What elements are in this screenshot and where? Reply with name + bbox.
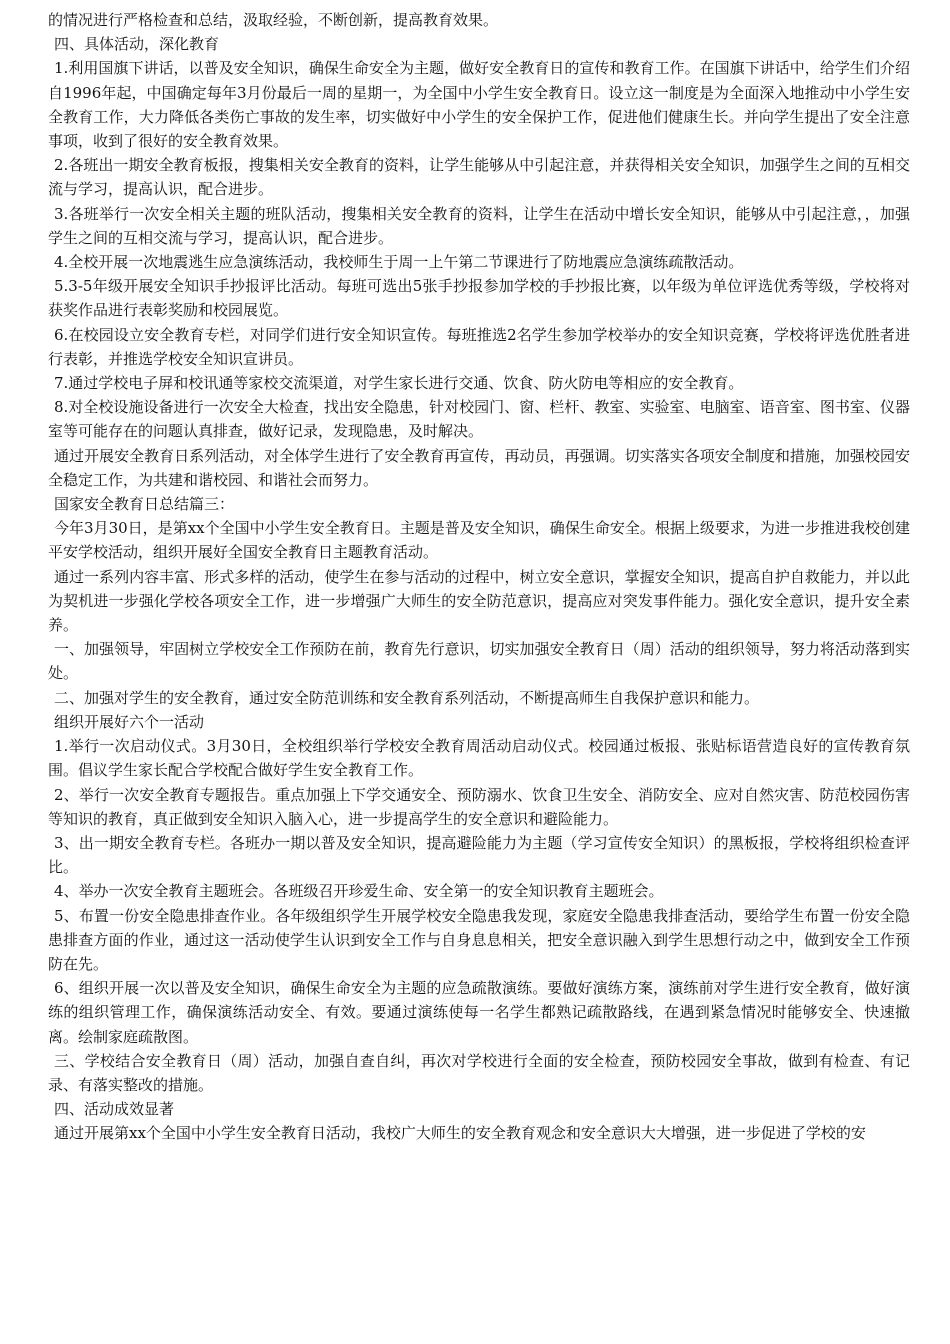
paragraph-14: 一、加强领导，牢固树立学校安全工作预防在前，教育先行意识，切实加强安全教育日（周）活动的组织领导，努力将活动落到实处。: [48, 640, 910, 683]
paragraph-9: 8.对全校设施设备进行一次安全大检查，找出安全隐患，针对校园门、窗、栏杆、教室、实验室、电脑室、语音室、图书室、仪器室等可能存在的问题认真排查，做好记录，发现隐患，及时解决。: [48, 398, 910, 441]
paragraph-16: 组织开展好六个一活动: [54, 712, 205, 731]
paragraph-20: 4、举办一次安全教育主题班会。各班级召开珍爱生命、安全第一的安全知识教育主题班会。: [54, 882, 664, 901]
paragraph-22: 6、组织开展一次以普及安全知识，确保生命安全为主题的应急疏散演练。要做好演练方案，演练前对学生进行安全教育，做好演练的组织管理工作，确保演练活动安全、有效。要通过演练使每一名学生都熟记疏散路线，在遇到紧急情况时能够安全、快速撤离。绘制家庭疏散图。: [48, 979, 910, 1046]
paragraph-18: 2、举行一次安全教育专题报告。重点加强上下学交通安全、预防溺水、饮食卫生安全、消防安全、应对自然灾害、防范校园伤害等知识的教育，真正做到安全知识入脑入心，进一步提高学生的安全意识和避险能力。: [48, 785, 910, 828]
paragraph-6: 5.3-5年级开展安全知识手抄报评比活动。每班可选出5张手抄报参加学校的手抄报比赛，以年级为单位评选优秀等级，学校将对获奖作品进行表彰奖励和校园展览。: [48, 277, 910, 320]
paragraph-24: 四、活动成效显著: [54, 1100, 175, 1119]
paragraph-21: 5、布置一份安全隐患排查作业。各年级组织学生开展学校安全隐患我发现，家庭安全隐患我排查活动，要给学生布置一份安全隐患排查方面的作业，通过这一活动使学生认识到安全工作与自身息息相关，把安全意识融入到学生思想行动之中，做到安全工作预防在先。: [48, 906, 910, 973]
paragraph-7: 6.在校园设立安全教育专栏，对同学们进行安全知识宣传。每班推选2名学生参加学校举办的安全知识竞赛，学校将评选优胜者进行表彰，并推选学校安全知识宣讲员。: [48, 325, 910, 368]
paragraph-10: 通过开展安全教育日系列活动，对全体学生进行了安全教育再宣传，再动员，再强调。切实落实各项安全制度和措施，加强校园安全稳定工作，为共建和谐校园、和谐社会而努力。: [48, 446, 910, 489]
paragraph-5: 4.全校开展一次地震逃生应急演练活动，我校师生于周一上午第二节课进行了防地震应急演练疏散活动。: [54, 253, 744, 272]
paragraph-12: 今年3月30日，是第xx个全国中小学生安全教育日。主题是普及安全知识，确保生命安全。根据上级要求，为进一步推进我校创建平安学校活动，组织开展好全国安全教育日主题教育活动。: [48, 519, 910, 562]
paragraph-0: 的情况进行严格检查和总结，汲取经验，不断创新，提高教育效果。: [48, 11, 499, 29]
paragraph-19: 3、出一期安全教育专栏。各班办一期以普及安全知识，提高避险能力为主题（学习宣传安全知识）的黑板报，学校将组织检查评比。: [48, 833, 910, 877]
paragraph-25: 通过开展第xx个全国中小学生安全教育日活动，我校广大师生的安全教育观念和安全意识大大增强，进一步促进了学校的安: [54, 1124, 866, 1143]
paragraph-13: 通过一系列内容丰富、形式多样的活动，使学生在参与活动的过程中，树立安全意识，掌握安全知识，提高自护自救能力，并以此为契机进一步强化学校各项安全工作，进一步增强广大师生的安全防范意识，提高应对突发事件能力。强化安全意识，提升安全素养。: [48, 567, 910, 635]
paragraph-4: 3.各班举行一次安全相关主题的班队活动，搜集相关安全教育的资料，让学生在活动中增长安全知识，能够从中引起注意，，加强学生之间的互相交流与学习，提高认识，配合进步。: [48, 204, 910, 247]
paragraph-1: 四、具体活动，深化教育: [54, 35, 220, 54]
paragraph-11: 国家安全教育日总结篇三：: [54, 495, 235, 514]
paragraph-23: 三、学校结合安全教育日（周）活动，加强自查自纠，再次对学校进行全面的安全检查，预防校园安全事故，做到有检查、有记录、有落实整改的措施。: [48, 1051, 910, 1094]
document-page: [48, 8, 910, 1146]
paragraph-15: 二、加强对学生的安全教育，通过安全防范训练和安全教育系列活动，不断提高师生自我保护意识和能力。: [54, 688, 760, 707]
paragraph-17: 1.举行一次启动仪式。3月30日，全校组织举行学校安全教育周活动启动仪式。校园通过板报、张贴标语营造良好的宣传教育氛围。倡议学生家长配合学校配合做好学生安全教育工作。: [48, 737, 910, 780]
paragraph-8: 7.通过学校电子屏和校讯通等家校交流渠道，对学生家长进行交通、饮食、防火防电等相应的安全教育。: [54, 374, 744, 393]
paragraph-3: 2.各班出一期安全教育板报，搜集相关安全教育的资料，让学生能够从中引起注意，并获得相关安全知识，加强学生之间的互相交流与学习，提高认识，配合进步。: [48, 156, 910, 199]
paragraph-2: 1.利用国旗下讲话，以普及安全知识，确保生命安全为主题，做好安全教育日的宣传和教育工作。在国旗下讲话中，给学生们介绍自1996年起，中国确定每年3月份最后一周的星期一，为全国中小学生安全教育日。设立这一制度是为全面深入地推动中小学生安全教育工作，大力降低各类伤亡事故的发生率，切实做好中小学生的安全保护工作，促进他们健康生长。并向学生提出了安全注意事项，收到了很好的安全教育效果。: [48, 59, 910, 151]
